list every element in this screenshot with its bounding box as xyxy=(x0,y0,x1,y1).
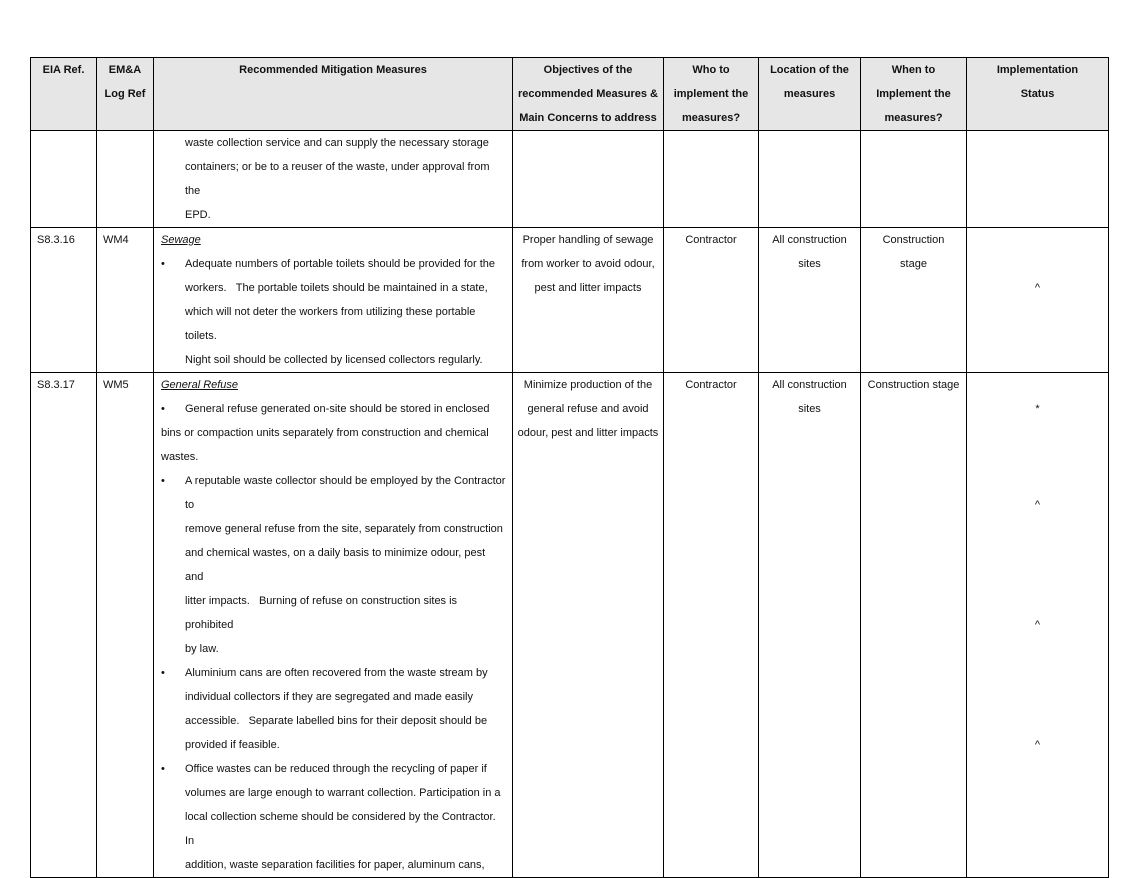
measure-line: waste collection service and can supply the necessary storage xyxy=(185,137,489,149)
measures-cell xyxy=(154,228,513,373)
measure-heading: Sewage xyxy=(161,234,201,246)
eia-ref-cell: S8.3.16 xyxy=(31,228,97,373)
header-location: Location of the measures xyxy=(759,58,861,131)
log-ref-cell: WM4 xyxy=(97,228,154,373)
who-cell: Contractor xyxy=(664,228,759,373)
measure-heading: General Refuse xyxy=(161,379,239,391)
status-cell xyxy=(967,373,1109,878)
measure-line: and chemical wastes, on a daily basis to minimize odour, pest and xyxy=(185,547,486,583)
header-objectives: Objectives of the recommended Measures & Main Concerns to address xyxy=(513,58,664,131)
measure-bullet: • A reputable waste collector should be employed by the Contractor to xyxy=(161,469,506,517)
eia-ref-cell: S8.3.17 xyxy=(31,373,97,878)
measure-line: wastes. xyxy=(161,451,199,463)
measure-line: Night soil should be collected by licensed collectors regularly. xyxy=(185,354,483,366)
location-cell: All construction sites xyxy=(759,228,861,373)
status-cell xyxy=(967,228,1109,373)
table-row xyxy=(31,373,1109,878)
when-cell: Construction stage xyxy=(861,228,967,373)
measure-line: provided if feasible. xyxy=(185,739,280,751)
mitigation-measures-table xyxy=(30,57,1109,878)
objectives-cell xyxy=(513,131,664,228)
who-cell xyxy=(664,131,759,228)
measure-bullet: • Office wastes can be reduced through the recycling of paper if xyxy=(161,757,506,781)
measure-line: bins or compaction units separately from construction and chemical xyxy=(161,427,489,439)
objectives-cell: Minimize production of the general refuse and avoid odour, pest and litter impacts xyxy=(513,373,664,878)
header-log-ref: EM&A Log Ref xyxy=(97,58,154,131)
when-cell: Construction stage xyxy=(861,373,967,878)
measure-bullet: • Adequate numbers of portable toilets should be provided for the xyxy=(161,252,506,276)
measure-line: remove general refuse from the site, separately from construction xyxy=(185,523,503,535)
log-ref-cell xyxy=(97,131,154,228)
status-mark: ^ xyxy=(1034,619,1041,631)
location-cell: All construction sites xyxy=(759,373,861,878)
status-mark: ^ xyxy=(1034,499,1041,511)
measure-line: litter impacts. Burning of refuse on construction sites is prohibited xyxy=(185,595,458,631)
location-cell xyxy=(759,131,861,228)
measures-cell xyxy=(154,131,513,228)
measure-line: volumes are large enough to warrant collection. Participation in a xyxy=(185,787,501,799)
when-cell xyxy=(861,131,967,228)
status-mark: * xyxy=(1035,403,1040,415)
measure-line: addition, waste separation facilities for paper, aluminum cans, xyxy=(185,859,485,871)
measure-line: workers. The portable toilets should be maintained in a state, xyxy=(185,282,488,294)
status-mark: ^ xyxy=(1034,739,1041,751)
header-when: When to Implement the measures? xyxy=(861,58,967,131)
status-cell xyxy=(967,131,1109,228)
measure-bullet: • General refuse generated on-site should be stored in enclosed xyxy=(161,397,506,421)
header-row xyxy=(31,58,1109,131)
measure-line: which will not deter the workers from utilizing these portable toilets. xyxy=(185,306,476,342)
measures-cell xyxy=(154,373,513,878)
header-eia-ref: EIA Ref. xyxy=(31,58,97,131)
header-who: Who to implement the measures? xyxy=(664,58,759,131)
table-row xyxy=(31,228,1109,373)
measure-line: containers; or be to a reuser of the waste, under approval from the xyxy=(185,161,490,197)
who-cell: Contractor xyxy=(664,373,759,878)
measure-line: EPD. xyxy=(185,209,211,221)
table-row xyxy=(31,131,1109,228)
objectives-cell: Proper handling of sewage from worker to avoid odour, pest and litter impacts xyxy=(513,228,664,373)
measure-line: local collection scheme should be considered by the Contractor. In xyxy=(185,811,496,847)
log-ref-cell: WM5 xyxy=(97,373,154,878)
header-measures: Recommended Mitigation Measures xyxy=(154,58,513,131)
header-status: Implementation Status xyxy=(967,58,1109,131)
status-mark: ^ xyxy=(1034,282,1041,294)
measure-line: by law. xyxy=(185,643,219,655)
measure-bullet: • Aluminium cans are often recovered from the waste stream by xyxy=(161,661,506,685)
measure-line: individual collectors if they are segregated and made easily xyxy=(185,691,473,703)
eia-ref-cell xyxy=(31,131,97,228)
measure-line: accessible. Separate labelled bins for their deposit should be xyxy=(185,715,488,727)
